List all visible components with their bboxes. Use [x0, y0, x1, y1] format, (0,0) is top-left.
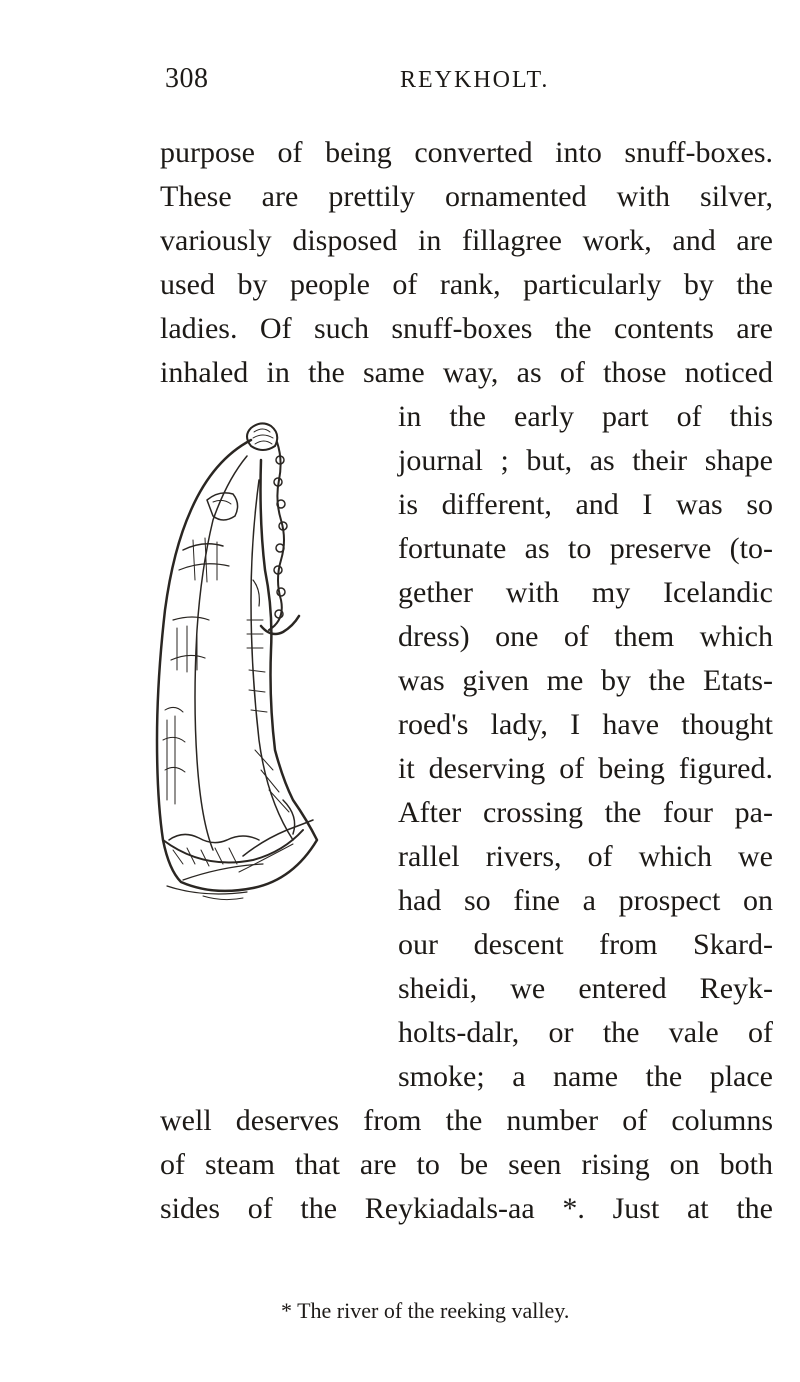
text-line: smoke; a name the place [398, 1060, 773, 1093]
footnote: * The river of the reeking valley. [281, 1298, 570, 1323]
text-line: had so fine a prospect on [398, 884, 773, 917]
snuff-box-drawing [143, 420, 393, 910]
text-line: fortunate as to preserve (to- [398, 532, 773, 565]
text-line: our descent from Skard- [398, 928, 773, 961]
text-line: sheidi, we entered Reyk- [398, 972, 773, 1005]
running-title: REYKHOLT. [400, 67, 550, 93]
text-line: well deserves from the number of columns [160, 1104, 773, 1137]
text-line: gether with my Icelandic [398, 576, 773, 609]
text-line: is different, and I was so [398, 488, 773, 521]
text-line: journal ; but, as their shape [398, 444, 773, 477]
text-line: used by people of rank, particularly by the [160, 268, 773, 301]
text-line: sides of the Reykiadals-aa *. Just at the [160, 1192, 773, 1225]
text-line: rallel rivers, of which we [398, 840, 773, 873]
text-line: holts-dalr, or the vale of [398, 1016, 773, 1049]
text-line: purpose of being converted into snuff-boxes. [160, 136, 773, 169]
text-line: These are prettily ornamented with silver, [160, 180, 773, 213]
text-line: roed's lady, I have thought [398, 708, 773, 741]
text-line: variously disposed in fillagree work, and are [160, 224, 773, 257]
text-line: ladies. Of such snuff-boxes the contents are [160, 312, 773, 345]
snuff-box-illustration [143, 420, 393, 910]
text-line: of steam that are to be seen rising on both [160, 1148, 773, 1181]
text-line: in the early part of this [398, 400, 773, 433]
text-line: dress) one of them which [398, 620, 773, 653]
text-line: was given me by the Etats- [398, 664, 773, 697]
text-line: After crossing the four pa- [398, 796, 773, 829]
page-number: 308 [165, 63, 209, 94]
text-line: it deserving of being figured. [398, 752, 773, 785]
text-line: inhaled in the same way, as of those noticed [160, 356, 773, 389]
